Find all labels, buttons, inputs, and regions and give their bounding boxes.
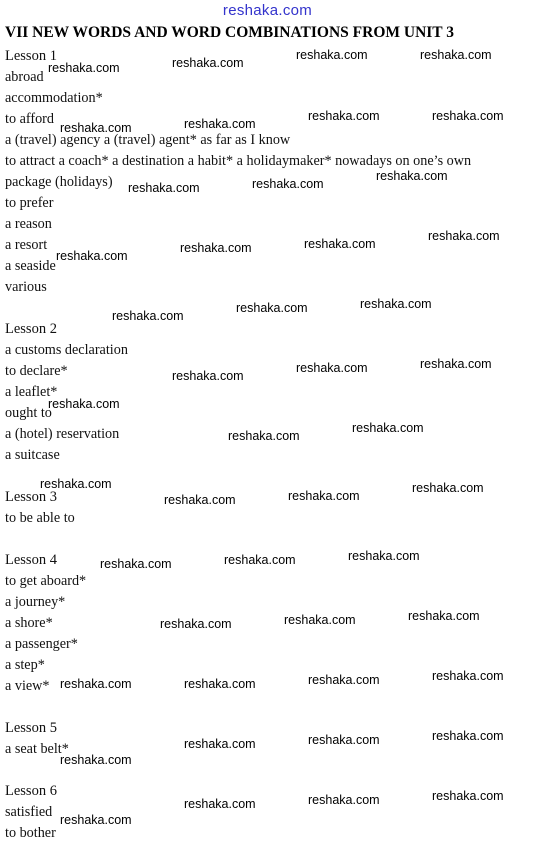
watermark: reshaka.com xyxy=(296,361,368,375)
vocabulary-line: a leaflet* xyxy=(5,384,58,400)
vocabulary-line: to get aboard* xyxy=(5,573,87,589)
watermark: reshaka.com xyxy=(304,237,376,251)
watermark: reshaka.com xyxy=(184,117,256,131)
watermark: reshaka.com xyxy=(60,753,132,767)
vocabulary-line: a customs declaration xyxy=(5,342,128,358)
vocabulary-line: to bother xyxy=(5,825,56,841)
vocabulary-line: a resort xyxy=(5,237,48,253)
watermark: reshaka.com xyxy=(432,789,504,803)
watermark: reshaka.com xyxy=(408,609,480,623)
vocabulary-line: a passenger* xyxy=(5,636,78,652)
vocabulary-line: a view* xyxy=(5,678,50,694)
lesson-heading: Lesson 6 xyxy=(5,783,57,799)
watermark: reshaka.com xyxy=(308,793,380,807)
watermark: reshaka.com xyxy=(348,549,420,563)
vocabulary-line: a seaside xyxy=(5,258,56,274)
page-heading: VII NEW WORDS AND WORD COMBINATIONS FROM UNIT 3 xyxy=(5,24,454,41)
watermark: reshaka.com xyxy=(308,673,380,687)
watermark: reshaka.com xyxy=(412,481,484,495)
vocabulary-line: to attract a coach* a destination a habit* a holidaymaker* nowadays on one’s own xyxy=(5,153,472,169)
vocabulary-line: a step* xyxy=(5,657,45,673)
vocabulary-line: to prefer xyxy=(5,195,54,211)
watermark: reshaka.com xyxy=(172,56,244,70)
watermark: reshaka.com xyxy=(376,169,448,183)
site-logo[interactable]: reshaka.com xyxy=(222,2,313,19)
watermark: reshaka.com xyxy=(236,301,308,315)
vocabulary-line: a seat belt* xyxy=(5,741,69,757)
vocabulary-line: a shore* xyxy=(5,615,53,631)
vocabulary-line: package (holidays) xyxy=(5,174,113,190)
vocabulary-line: abroad xyxy=(5,69,44,85)
watermark: reshaka.com xyxy=(56,249,128,263)
watermark: reshaka.com xyxy=(48,397,120,411)
vocabulary-line: to declare* xyxy=(5,363,68,379)
watermark: reshaka.com xyxy=(432,669,504,683)
watermark: reshaka.com xyxy=(60,813,132,827)
lesson-heading: Lesson 3 xyxy=(5,489,57,505)
watermark: reshaka.com xyxy=(184,797,256,811)
watermark: reshaka.com xyxy=(128,181,200,195)
vocabulary-line: satisfied xyxy=(5,804,53,820)
watermark: reshaka.com xyxy=(224,553,296,567)
lesson-heading: Lesson 4 xyxy=(5,552,57,568)
watermark: reshaka.com xyxy=(432,729,504,743)
watermark: reshaka.com xyxy=(60,677,132,691)
watermark: reshaka.com xyxy=(184,737,256,751)
watermark: reshaka.com xyxy=(48,61,120,75)
watermark: reshaka.com xyxy=(284,613,356,627)
vocabulary-line: a reason xyxy=(5,216,52,232)
watermark: reshaka.com xyxy=(428,229,500,243)
lesson-heading: Lesson 5 xyxy=(5,720,57,736)
watermark: reshaka.com xyxy=(420,48,492,62)
watermark: reshaka.com xyxy=(100,557,172,571)
vocabulary-line: a suitcase xyxy=(5,447,60,463)
lesson-heading: Lesson 1 xyxy=(5,48,57,64)
watermark: reshaka.com xyxy=(288,489,360,503)
watermark: reshaka.com xyxy=(352,421,424,435)
watermark: reshaka.com xyxy=(184,677,256,691)
vocabulary-line: to be able to xyxy=(5,510,75,526)
vocabulary-line: ought to xyxy=(5,405,52,421)
watermark: reshaka.com xyxy=(296,48,368,62)
watermark: reshaka.com xyxy=(420,357,492,371)
vocabulary-line: to afford xyxy=(5,111,54,127)
vocabulary-line: a journey* xyxy=(5,594,66,610)
watermark: reshaka.com xyxy=(432,109,504,123)
watermark: reshaka.com xyxy=(40,477,112,491)
vocabulary-line: various xyxy=(5,279,47,295)
lesson-heading: Lesson 2 xyxy=(5,321,57,337)
watermark: reshaka.com xyxy=(112,309,184,323)
vocabulary-line: a (travel) agency a (travel) agent* as far as I know xyxy=(5,132,291,148)
vocabulary-line: a (hotel) reservation xyxy=(5,426,120,442)
vocabulary-line: accommodation* xyxy=(5,90,103,106)
watermark: reshaka.com xyxy=(180,241,252,255)
watermark: reshaka.com xyxy=(308,733,380,747)
watermark: reshaka.com xyxy=(228,429,300,443)
watermark: reshaka.com xyxy=(360,297,432,311)
watermark: reshaka.com xyxy=(60,121,132,135)
watermark: reshaka.com xyxy=(252,177,324,191)
watermark: reshaka.com xyxy=(164,493,236,507)
watermark: reshaka.com xyxy=(172,369,244,383)
watermark: reshaka.com xyxy=(308,109,380,123)
watermark: reshaka.com xyxy=(160,617,232,631)
